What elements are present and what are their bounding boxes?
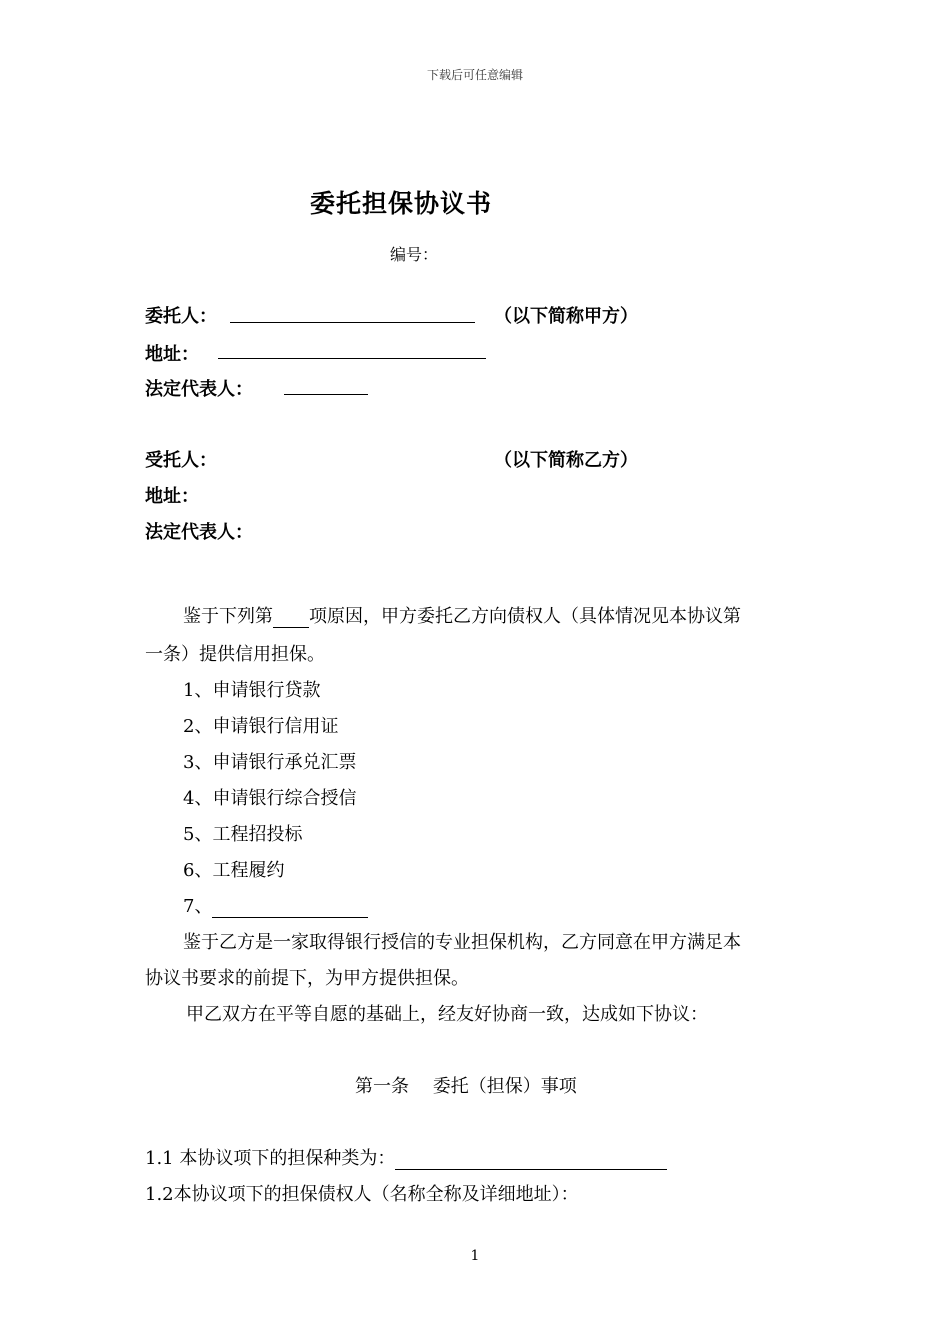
party-a-address-blank[interactable]	[218, 338, 486, 359]
intro-line-1	[183, 602, 741, 628]
intro-line-1-pre: 鉴于下列第	[183, 606, 273, 627]
page-number: 1	[470, 1248, 480, 1264]
party-b-rep-label: 法定代表人：	[145, 522, 253, 543]
reason-number-blank[interactable]	[273, 609, 309, 628]
party-b-label: 受托人：	[145, 450, 217, 471]
reason-item-6: 6、工程履约	[183, 860, 285, 881]
article-1-item-1	[145, 1144, 667, 1170]
party-b-note: （以下简称乙方）	[494, 450, 638, 471]
reason-item-1: 1、申请银行贷款	[183, 680, 321, 701]
party-b-address-label: 地址：	[145, 486, 199, 507]
reason-item-5: 5、工程招投标	[183, 824, 303, 845]
party-a-address-label: 地址：	[145, 344, 199, 365]
para2-line-1: 鉴于乙方是一家取得银行授信的专业担保机构，乙方同意在甲方满足本	[183, 932, 741, 953]
intro-line-1-post: 项原因，甲方委托乙方向债权人（具体情况见本协议第	[309, 606, 741, 627]
reason-item-7-label: 7、	[183, 896, 213, 917]
reason-item-3: 3、申请银行承兑汇票	[183, 752, 357, 773]
reason-item-7-blank[interactable]	[212, 899, 368, 918]
reason-item-2: 2、申请银行信用证	[183, 716, 339, 737]
document-title: 委托担保协议书	[310, 189, 493, 218]
guarantee-type-blank[interactable]	[395, 1151, 667, 1170]
party-a-label: 委托人：	[145, 306, 217, 327]
para3: 甲乙双方在平等自愿的基础上，经友好协商一致，达成如下协议：	[186, 1004, 708, 1025]
reason-item-4: 4、申请银行综合授信	[183, 788, 357, 809]
reason-item-7	[183, 892, 368, 918]
article-1-heading: 第一条 委托（担保）事项	[355, 1076, 577, 1097]
page-header: 下载后可任意编辑	[426, 68, 523, 82]
article-1-item-1-label: 1.1 本协议项下的担保种类为：	[145, 1148, 396, 1169]
party-a-rep-blank[interactable]	[284, 374, 368, 395]
party-a-rep-label: 法定代表人：	[145, 379, 253, 400]
party-a-note: （以下简称甲方）	[494, 306, 638, 327]
party-a-blank[interactable]	[230, 302, 475, 323]
serial-number-label: 编号：	[390, 245, 439, 264]
para2-line-2: 协议书要求的前提下，为甲方提供担保。	[145, 968, 469, 989]
intro-line-2: 一条）提供信用担保。	[145, 644, 325, 665]
article-1-item-2: 1.2本协议项下的担保债权人（名称全称及详细地址）：	[145, 1184, 579, 1205]
